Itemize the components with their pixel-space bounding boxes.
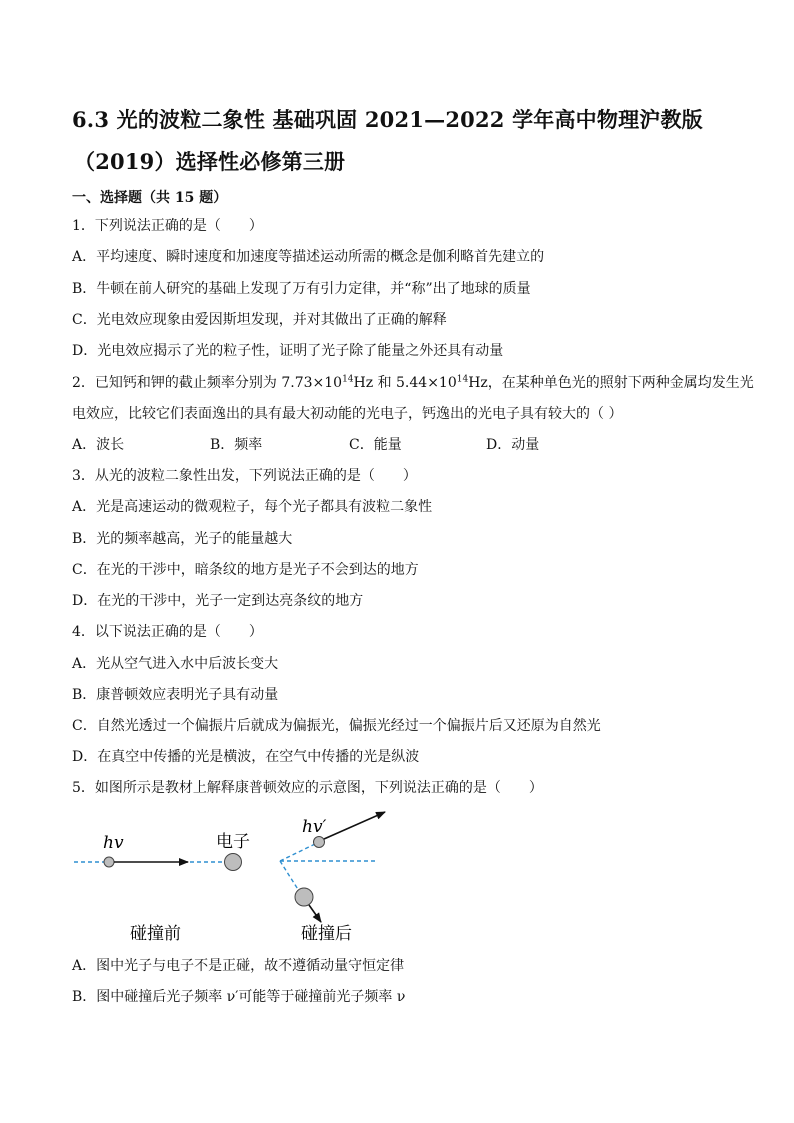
caption-after: 碰撞后	[301, 924, 352, 944]
section-heading: 一、选择题（共 15 题）	[72, 190, 228, 206]
electron-label: 电子	[216, 832, 250, 852]
question-2-stem-part-c: Hz，在某种单色光的照射下两种金属均发生光	[468, 375, 754, 391]
electron-after-arrow	[309, 905, 321, 922]
question-2-option-b: B．频率	[210, 437, 263, 453]
question-4-stem: 4．以下说法正确的是（ ）	[72, 624, 263, 640]
question-3-stem: 3．从光的波粒二象性出发，下列说法正确的是（ ）	[72, 468, 417, 484]
question-2-stem-line-2: 电效应，比较它们表面逸出的具有最大初动能的光电子，钙逸出的光电子具有较大的（ ）	[72, 406, 623, 422]
question-4-option-d: D．在真空中传播的光是横波，在空气中传播的光是纵波	[72, 749, 420, 765]
question-3-option-c: C．在光的干涉中，暗条纹的地方是光子不会到达的地方	[72, 562, 419, 578]
electron-before-ball	[225, 854, 242, 871]
question-5-stem: 5．如图所示是教材上解释康普顿效应的示意图，下列说法正确的是（ ）	[72, 780, 543, 796]
question-2-option-a: A．波长	[72, 437, 125, 453]
exponent-ca: 14	[342, 374, 354, 385]
question-2-option-d: D．动量	[486, 437, 540, 453]
question-2-stem-part-a: 2．已知钙和钾的截止频率分别为 7.73×10	[72, 375, 343, 391]
question-5-option-a: A．图中光子与电子不是正碰，故不遵循动量守恒定律	[72, 958, 405, 974]
question-4-option-a: A．光从空气进入水中后波长变大	[72, 656, 279, 672]
caption-before: 碰撞前	[130, 924, 181, 944]
question-1-option-d: D．光电效应揭示了光的粒子性，证明了光子除了能量之外还具有动量	[72, 343, 504, 359]
question-3-option-b: B．光的频率越高，光子的能量越大	[72, 531, 293, 547]
document-title-line-1: 6.3 光的波粒二象性 基础巩固 2021—2022 学年高中物理沪教版	[72, 107, 703, 132]
document-title-line-2: （2019）选择性必修第三册	[74, 149, 346, 174]
question-2-option-c: C．能量	[349, 437, 402, 453]
question-2-stem-part-b: Hz 和 5.44×10	[353, 375, 457, 391]
photon-before-label: hv	[103, 833, 124, 853]
question-3-option-d: D．在光的干涉中，光子一定到达亮条纹的地方	[72, 593, 364, 609]
question-3-option-a: A．光是高速运动的微观粒子，每个光子都具有波粒二象性	[72, 499, 433, 515]
question-4-option-b: B．康普顿效应表明光子具有动量	[72, 687, 279, 703]
exponent-k: 14	[456, 374, 469, 385]
compton-effect-diagram	[66, 806, 396, 952]
photon-after-arrow	[324, 812, 385, 839]
question-1-option-a: A．平均速度、瞬时速度和加速度等描述运动所需的概念是伽利略首先建立的	[72, 249, 545, 265]
question-1-stem: 1．下列说法正确的是（ ）	[72, 218, 263, 234]
question-1-option-b: B．牛顿在前人研究的基础上发现了万有引力定律，并“称”出了地球的质量	[72, 281, 531, 297]
photon-before-ball	[104, 857, 114, 867]
recoil-electron-path-dashed	[280, 861, 299, 891]
photon-after-ball	[314, 837, 325, 848]
electron-after-ball	[295, 888, 313, 906]
photon-after-label: hv′	[302, 817, 327, 837]
question-5-option-b: B．图中碰撞后光子频率 ν′可能等于碰撞前光子频率 ν	[72, 989, 406, 1005]
question-1-option-c: C．光电效应现象由爱因斯坦发现，并对其做出了正确的解释	[72, 312, 447, 328]
question-4-option-c: C．自然光透过一个偏振片后就成为偏振光，偏振光经过一个偏振片后又还原为自然光	[72, 718, 601, 734]
scattered-photon-path-dashed	[280, 844, 315, 861]
question-2-options	[72, 436, 732, 454]
question-2-stem-line-1	[72, 374, 754, 392]
